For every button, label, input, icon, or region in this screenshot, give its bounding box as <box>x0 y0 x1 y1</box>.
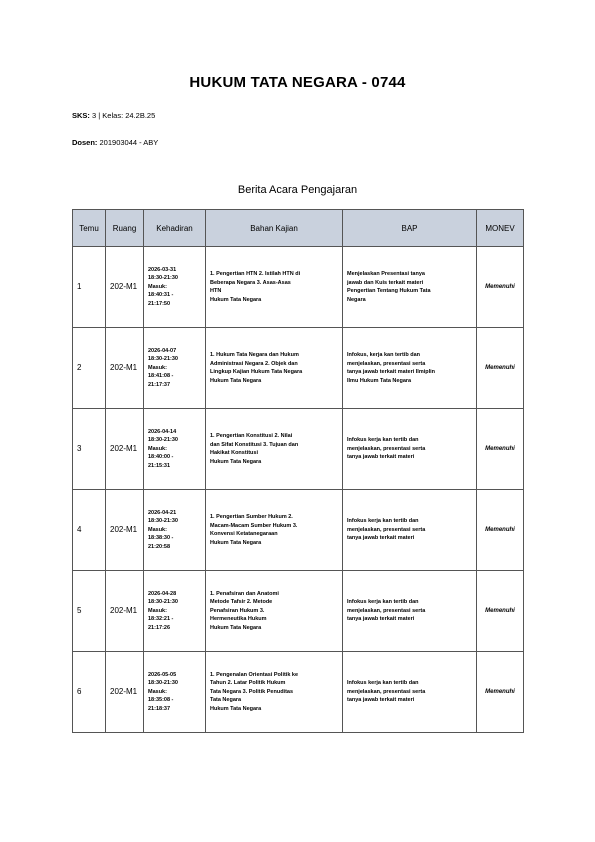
table-row <box>73 409 524 490</box>
cell-bahan-kajian-line: Konvensi Ketatanegaraan <box>210 531 278 537</box>
cell-bap-line: Infokus, kerja kan tertib dan <box>347 352 421 358</box>
cell-bap <box>343 247 477 328</box>
cell-ruang: 202-M1 <box>106 247 144 328</box>
cell-kehadiran-line: 18:30-21:30 <box>148 680 178 687</box>
cell-kehadiran-line: 21:17:37 <box>148 381 171 388</box>
table-row <box>73 247 524 328</box>
cell-bahan-kajian-line: Lingkup Kajian Hukum Tata Negara <box>210 369 303 375</box>
cell-kehadiran-line: 18:40:31 - <box>148 292 174 299</box>
cell-bap-line: tanya jawab terkait materi <box>347 535 415 542</box>
cell-bahan-kajian-line: Hukum Tata Negara <box>210 705 262 712</box>
cell-bahan-kajian <box>206 490 343 571</box>
header-ruang: Ruang <box>106 210 144 247</box>
cell-kehadiran-line: 2026-04-21 <box>148 509 177 516</box>
cell-ruang: 202-M1 <box>106 571 144 652</box>
cell-bahan-kajian <box>206 328 343 409</box>
page-title: HUKUM TATA NEGARA - 0744 <box>189 74 406 91</box>
cell-bap <box>343 328 477 409</box>
cell-bahan-kajian-line: Tata Negara 3. Politik Penuditas <box>210 688 294 695</box>
cell-monev: Memenuhi <box>477 247 524 328</box>
cell-temu: 5 <box>73 571 106 652</box>
cell-bap-line: Pengertian Tentang Hukum Tata <box>347 288 431 294</box>
cell-bahan-kajian <box>206 409 343 490</box>
cell-bap-line: menjelaskan, presentasi serta <box>347 360 426 367</box>
cell-bahan-kajian-line: 1. Penafsiran dan Anatomi <box>210 590 279 597</box>
cell-kehadiran-line: Masuk: <box>148 526 167 533</box>
cell-bap <box>343 571 477 652</box>
cell-bahan-kajian-line: Penafsiran Hukum 3. <box>210 607 265 614</box>
cell-kehadiran-line: 2026-04-14 <box>148 428 177 435</box>
cell-kehadiran-line: 18:30-21:30 <box>148 275 178 282</box>
cell-bahan-kajian-line: 1. Pengertian Sumber Hukum 2. <box>210 514 293 520</box>
cell-bap-line: Infokus kerja kan tertib dan <box>347 680 419 687</box>
cell-bap-line: menjelaskan, presentasi serta <box>347 607 426 614</box>
course-info <box>72 111 155 120</box>
cell-monev: Memenuhi <box>477 490 524 571</box>
cell-bahan-kajian-line: 1. Pengertian Konstitusi 2. Nilai <box>210 433 293 439</box>
cell-bap-line: Negara <box>347 296 366 303</box>
cell-kehadiran <box>144 490 206 571</box>
cell-temu: 4 <box>73 490 106 571</box>
cell-bap-line: jawab dan Kuis terkait materi <box>347 279 424 286</box>
cell-monev: Memenuhi <box>477 652 524 733</box>
cell-kehadiran-line: Masuk: <box>148 283 167 290</box>
cell-bap <box>343 490 477 571</box>
cell-kehadiran-line: Masuk: <box>148 688 167 695</box>
cell-kehadiran <box>144 652 206 733</box>
bap-table <box>72 209 524 733</box>
cell-bap-line: Infokus kerja kan tertib dan <box>347 437 419 444</box>
cell-bap-line: Menjelaskan Presentasi tanya <box>347 271 425 277</box>
cell-bahan-kajian-line: Hakikat Konstitusi <box>210 450 258 456</box>
cell-ruang: 202-M1 <box>106 328 144 409</box>
cell-kehadiran-line: 18:38:30 - <box>148 535 174 542</box>
cell-bap-line: Infokus kerja kan tertib dan <box>347 518 419 525</box>
cell-kehadiran-line: 2026-04-28 <box>148 590 177 597</box>
cell-bahan-kajian-line: 1. Hukum Tata Negara dan Hukum <box>210 352 299 358</box>
cell-kehadiran-line: 18:32:21 - <box>148 616 174 623</box>
cell-kehadiran-line: 18:40:00 - <box>148 454 174 461</box>
cell-bap-line: menjelaskan, presentasi serta <box>347 688 426 695</box>
cell-kehadiran-line: 2026-05-05 <box>148 671 177 678</box>
cell-bahan-kajian-line: Hukum Tata Negara <box>210 296 262 303</box>
dosen-value: 201903044 - ABY <box>99 138 159 147</box>
cell-kehadiran-line: 18:30-21:30 <box>148 437 178 444</box>
cell-kehadiran-line: 18:30-21:30 <box>148 518 178 525</box>
cell-bap-line: Ilmu Hukum Tata Negara <box>347 377 412 384</box>
header-monev: MONEV <box>477 210 524 247</box>
cell-bahan-kajian-line: Hukum Tata Negara <box>210 624 262 631</box>
cell-bahan-kajian-line: Tata Negara <box>210 697 242 704</box>
table-row <box>73 490 524 571</box>
cell-kehadiran <box>144 328 206 409</box>
cell-bahan-kajian-line: HTN <box>210 288 222 294</box>
cell-bahan-kajian-line: Hukum Tata Negara <box>210 539 262 546</box>
cell-temu: 1 <box>73 247 106 328</box>
cell-temu: 6 <box>73 652 106 733</box>
cell-bahan-kajian-line: Macam-Macam Sumber Hukum 3. <box>210 522 298 529</box>
cell-bap-line: Infokus kerja kan tertib dan <box>347 599 419 606</box>
header-bahan-kajian: Bahan Kajian <box>206 210 343 247</box>
cell-kehadiran-line: 21:15:31 <box>148 462 171 469</box>
cell-bap-line: menjelaskan, presentasi serta <box>347 445 426 452</box>
header-temu: Temu <box>73 210 106 247</box>
table-header-row <box>73 210 524 247</box>
lecturer-info <box>72 138 158 147</box>
cell-bap-line: tanya jawab terkait materi <box>347 697 415 704</box>
cell-bap-line: tanya jawab terkait materi <box>347 616 415 623</box>
cell-kehadiran-line: 21:17:50 <box>148 300 171 307</box>
cell-bahan-kajian <box>206 652 343 733</box>
cell-bahan-kajian-line: Hukum Tata Negara <box>210 458 262 465</box>
cell-kehadiran-line: 2026-03-31 <box>148 266 177 273</box>
cell-kehadiran-line: 21:18:37 <box>148 705 171 712</box>
cell-kehadiran-line: 21:20:58 <box>148 543 171 550</box>
cell-kehadiran-line: Masuk: <box>148 445 167 452</box>
cell-bap <box>343 409 477 490</box>
cell-bahan-kajian-line: Tahun 2. Latar Politik Hukum <box>210 680 286 687</box>
table-row <box>73 652 524 733</box>
cell-ruang: 202-M1 <box>106 652 144 733</box>
cell-bahan-kajian-line: dan Sifat Konstitusi 3. Tujuan dan <box>210 441 299 448</box>
cell-bahan-kajian-line: 1. Pengenalan Orientasi Politik ke <box>210 671 299 678</box>
cell-kehadiran-line: 18:30-21:30 <box>148 599 178 606</box>
table-body <box>73 247 524 733</box>
cell-kehadiran-line: 18:35:08 - <box>148 697 174 704</box>
cell-bap-line: tanya jawab terkait materi <box>347 454 415 461</box>
cell-bahan-kajian-line: Administrasi Negara 2. Objek dan <box>210 360 298 367</box>
table-row <box>73 571 524 652</box>
table-row <box>73 328 524 409</box>
cell-bap <box>343 652 477 733</box>
cell-bahan-kajian <box>206 247 343 328</box>
header-bap: BAP <box>343 210 477 247</box>
cell-kehadiran <box>144 247 206 328</box>
cell-temu: 3 <box>73 409 106 490</box>
section-title: Berita Acara Pengajaran <box>237 184 358 196</box>
cell-bahan-kajian <box>206 571 343 652</box>
cell-monev: Memenuhi <box>477 328 524 409</box>
sks-label: SKS: <box>72 111 90 120</box>
cell-monev: Memenuhi <box>477 409 524 490</box>
cell-kehadiran-line: 18:41:08 - <box>148 373 174 380</box>
cell-kehadiran-line: Masuk: <box>148 607 167 614</box>
cell-kehadiran <box>144 409 206 490</box>
cell-temu: 2 <box>73 328 106 409</box>
cell-bahan-kajian-line: Beberapa Negara 3. Asas-Asas <box>210 279 291 286</box>
cell-ruang: 202-M1 <box>106 490 144 571</box>
cell-bahan-kajian-line: Hukum Tata Negara <box>210 377 262 384</box>
cell-kehadiran <box>144 571 206 652</box>
cell-ruang: 202-M1 <box>106 409 144 490</box>
sks-value: 3 | Kelas: 24.2B.25 <box>92 111 156 120</box>
header-kehadiran: Kehadiran <box>144 210 206 247</box>
cell-bahan-kajian-line: Hermeneutika Hukum <box>210 616 267 623</box>
cell-kehadiran-line: Masuk: <box>148 364 167 371</box>
cell-kehadiran-line: 2026-04-07 <box>148 347 177 354</box>
dosen-label: Dosen: <box>72 138 98 147</box>
cell-kehadiran-line: 18:30-21:30 <box>148 356 178 363</box>
cell-bahan-kajian-line: Metode Tafsir 2. Metode <box>210 599 273 606</box>
cell-kehadiran-line: 21:17:26 <box>148 624 171 631</box>
cell-bahan-kajian-line: 1. Pengertian HTN 2. Istilah HTN di <box>210 271 301 277</box>
cell-monev: Memenuhi <box>477 571 524 652</box>
cell-bap-line: menjelaskan, presentasi serta <box>347 526 426 533</box>
cell-bap-line: tanya jawab terkait materi Ilmiplin <box>347 369 436 375</box>
